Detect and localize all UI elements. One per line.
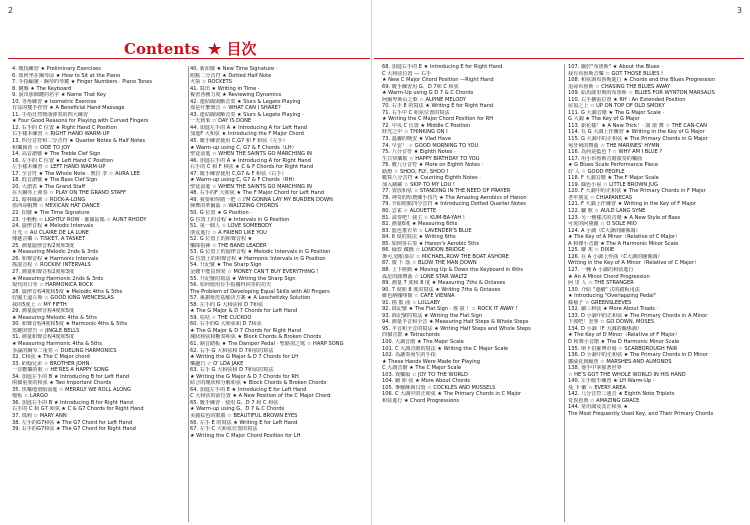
toc-entry: 50. G 位置 ★ G Position · <box>190 210 252 217</box>
toc-entry: 阿爾卑斯山之歌 ☆ ALPINE MELODY <box>382 96 467 103</box>
toc-entry: 26. 和聲音程 ★ Harmonic Intervals <box>12 255 99 262</box>
toc-entry: ★ Measuring Harmonic 4ths & 5ths <box>12 340 102 347</box>
toc-entry: 36. 加進右手的 B ★ Introducing B for Right Hand <box>12 399 133 406</box>
toc-entry: 71. 右手中 C 和弦位置的寫法 <box>382 109 450 116</box>
toc-entry: 左手樣本練習 ☆ LEFT HAND WARM-UP <box>12 164 106 171</box>
toc-entry: 64. 加進左手的 E ★ Introducing E for Left Hand <box>190 386 307 393</box>
toc-entry: 40. 新拍號 ★ New Time Signature · <box>190 66 278 72</box>
toc-entry: 13. 四分音符和二分音符 ★ Quarter Notes & Half Notes <box>12 138 146 145</box>
toc-entry: 塊狀和弦和斷奏和弦 ★ Block Chords & Broken Chords <box>190 334 322 341</box>
toc-entry: 維也納咖啡館 ☆ CAFÉ VIENNA <box>382 293 455 300</box>
toc-entry: 在大鋼琴上彈奏 ☆ PLAY ON THE GRAND STAFF <box>12 190 126 197</box>
toc-entry: 可愛的阿黛麗 ☆ O SOLE MIO <box>568 221 637 228</box>
toc-entry: 61. 制音踏板 ★ The Damper Pedal · 聖路加之歌 ☆ HARP SONG <box>190 340 344 347</box>
toc-entry: G 位置上的音程 ★ Intervals in G Position <box>190 216 290 223</box>
toc-entry: 70. 右手 E 的寫法 ★ Writing E for Right Hand <box>382 103 494 110</box>
toc-entry: Writing in the Key of A Minor（Relative of C Major） <box>568 260 699 267</box>
toc-entry: 108. 和弦與布魯斯進行 ★ Chords and the Blues Progression <box>568 77 716 84</box>
toc-entry: 104. 續 和 弦 ★ More About Chords <box>382 378 471 385</box>
toc-entry: 103. 欢樂頌 ☆ JOY TO THE WORLD <box>382 371 468 378</box>
toc-entry: ★ Warm-up using C, G7 & F Chords（RH） <box>190 177 298 184</box>
title-english: Contents <box>124 40 200 58</box>
toc-entry: 黑鍵的警告 ☆ JINGLE BELLS <box>12 327 80 334</box>
toc-entry: 89. 測量 7 度和 8 度 ★ Measuring 7ths & Octaves <box>382 280 506 287</box>
toc-entry: 133. D 小調中的正和弦 ★ The Primary Chords in A Minor <box>568 312 708 319</box>
toc-entry: 62. 右手 G 大和弦和 D 7和弦的寫法 <box>190 347 274 354</box>
toc-entry: 四個音群 ★ Tetrachords <box>382 332 440 339</box>
toc-entry: 34. 加進左手的 B ★ Introducing B for Left Hand <box>12 373 130 380</box>
toc-entry: 月光 ☆ AU CLAIRE DE LA LUNE <box>12 229 89 236</box>
toc-entry: 94. 測量半音和全音 ★ Measuring Half Steps & Whole Steps <box>382 319 529 326</box>
column-divider-right <box>564 64 565 522</box>
toc-entry: ★ Warm-up using G、D 7 & C Chords <box>190 406 285 413</box>
toc-entry: 聖徒前進 ☆ WHEN THE SAINTS GO MARCHING IN <box>190 183 312 190</box>
toc-entry: 116. 為何是藍色 ? ☆ WHY AM I BLUE ? <box>568 149 663 156</box>
left-page <box>0 0 372 525</box>
toc-entry: 爭論的鋼琴二重奏 ☆ DUELING HARMONICS <box>12 347 117 354</box>
toc-entry: 12. 右手的 C 位置 ★ Right Hand C Position <box>12 124 117 131</box>
toc-entry: 72. 中央 C 位置 ★ Middle C Position <box>382 122 471 129</box>
toc-entry: 93. 降記號的寫法 ★ Writing the Flat Sign <box>382 312 483 319</box>
toc-entry: 22. 拍號 ★ The Time Signature <box>12 210 90 217</box>
toc-entry: 73. 溫馨的晚安 ★ Vlad Have <box>382 136 451 143</box>
toc-entry: 42. 連結線與斷音奏 ★ Slurs & Legato Playing <box>190 98 301 105</box>
toc-entry: 6. 如何坐在鋼琴前 ★ How to Sit at the Piano <box>12 72 121 79</box>
toc-entry: 38. 左手的G7和弦 ★ The G7 Chord for Left Hand <box>12 419 133 426</box>
toc-entry: ★ The Key of A Minor（Relative of C Major） <box>568 234 681 241</box>
toc-entry: 126. 在 A 小調上作曲（C大調的關係調） <box>568 253 663 260</box>
toc-entry: 110. 右手擴張位置 ★ RH : An Extended Position <box>568 96 686 103</box>
toc-entry: 118. F 大調音階 ★ The F Major Scale <box>568 175 659 182</box>
left-page-number: 2 <box>8 6 14 15</box>
toc-entry: 路燈 ☆ SHOO, FLY, SHOO ! <box>382 168 449 175</box>
toc-entry: ★ An A Minor Chord Progression <box>568 273 650 280</box>
toc-entry: 79. 介紹附點四分音符 ★ Introducing Dotted Quarter Notes <box>382 201 526 208</box>
toc-entry: 附點二分音符 ★ Dotted Half Note <box>190 72 272 79</box>
right-page <box>374 0 750 525</box>
toc-entry: 21. 暗林綠調 ☆ ROCK-A-LONG <box>12 196 86 203</box>
toc-entry: 慢板 ☆ LARGO <box>12 393 48 400</box>
toc-entry: 複習各種力度 ★ Reviewing Dynamics <box>190 92 282 99</box>
toc-entry: 92. 降記號 ★ The Flat Sign · 搖 滾 ！☆ ROCK IT AWAY ! <box>382 306 518 313</box>
toc-entry: 80. 雲雀 ☆ ALOUETTE <box>382 208 437 215</box>
toc-entry: 63. 右手 G 大和弦和 D 7和弦的寫法 <box>190 367 274 374</box>
toc-entry: 78. 神奇的哈農練手技巧 ★ The Amazing Aerobics of Hanon <box>382 194 527 201</box>
toc-entry: 9. 說出那個鍵的名字 ★ Name That Key <box>12 92 106 99</box>
toc-entry: ★ Measuring Harmonic 2nds & 3rds <box>12 275 104 282</box>
toc-entry: 111. G 大調音階 ★ The G Major Scale · <box>568 109 665 116</box>
toc-entry: ★ Writing the G Major & D 7 Chords for RH <box>190 373 299 380</box>
toc-entry: 4. 暖指練習 ★ Preliminary Exercises <box>12 66 101 72</box>
toc-entry: 56. 如何使用有手指獨得同等的功夫 <box>190 282 272 289</box>
toc-entry: 132. 續三和弦 ★ More About Triads · <box>568 306 659 313</box>
toc-entry: 右手的 C 和 F 和弦 ★ C & F Chords for Right Hand <box>190 164 314 171</box>
toc-entry: 83. 藍色董衣草 ☆ LAVENDER'S BLUE <box>382 227 472 234</box>
toc-entry: 41. 寫出 ★ Writing in Time · <box>190 85 260 92</box>
toc-entry: 82. 測量6度 ★ Measuring 6ths <box>382 221 458 228</box>
toc-column-1 <box>12 66 188 433</box>
toc-entry: 37. 瑪莉 ☆ MARY ANN <box>12 412 67 419</box>
toc-entry: 52. G 位置上的和聲音程 ★ <box>190 236 253 243</box>
toc-entry: 28. 旋律音程4度和5度 ★ Melodic 4ths & 5ths <box>12 288 123 295</box>
toc-entry: 加入跳躍 ☆ SKIP TO MY LOU ! <box>382 181 455 188</box>
toc-entry: 76. 數八分音符 ★ More on Eighth Notes · <box>382 162 484 169</box>
toc-entry: 墨西哥帽舞 ☆ MEXICAN HAT DANCE <box>12 203 100 210</box>
toc-entry: 46. 加進右手的 A ★ Introducing A for Right Hand <box>190 157 311 164</box>
toc-entry: 老年朋友 ☆ CHIAPANECAS <box>568 194 633 201</box>
toc-entry: 聖徒前進 ☆ WHEN THE SAINTS GO MARCHING IN <box>190 151 312 158</box>
toc-entry: 時光之中 ☆ THINKING ON I <box>382 129 448 136</box>
toc-entry: 32. C和弦 ★ The C Major chord <box>12 354 90 361</box>
toc-entry: 130. 介紹 "連續" 式的踏板用法 <box>568 286 640 293</box>
toc-entry: 和樂與者 ☆ ODE TO JOY <box>12 144 71 151</box>
title-chinese: 目次 <box>226 40 257 58</box>
toc-entry: 43. 連結線與斷音奏 ★ Slurs & Legato Playing · <box>190 111 304 118</box>
toc-entry: ★ Warm-Up using G D 7 & C Chords <box>382 90 474 97</box>
toc-entry: C 大和弦的前位置 ★ A New Position of the C Major Chord <box>190 393 331 400</box>
toc-entry: 91. 搖 籃 曲 ☆ LULLABY <box>382 299 440 306</box>
toc-entry: 8. 鍵盤 ★ The Keyboard <box>12 85 72 92</box>
toc-entry: 那是什麼聲音 ☆ WHAT CAN I SHARE? <box>190 105 281 112</box>
toc-entry: 121. F 大調上作練習 ★ Writing in the Key of F Major <box>568 201 697 208</box>
toc-entry: 好國王溫左斯 ☆ GOOD KING WENCESLAS <box>12 295 114 302</box>
toc-entry: 11. 手指自然彎曲彈奏的四大練習 <box>12 111 88 118</box>
toc-entry: 114. 在 G 大調上作練習 ★ Writing in the Key of G Major <box>568 129 705 136</box>
toc-entry: ★ The Key of D Minor（Relative of F Major） <box>568 332 681 339</box>
toc-entry: A 和聲小音階 ★ The A Harmonic Minor Scale <box>568 240 679 247</box>
toc-entry: ★ Writing the C Major Chord Position for RH <box>382 116 494 123</box>
toc-entry: D 和聲小音階 ★ The D Harmonic Minor Scale <box>568 338 680 345</box>
toc-entry: ★ Warm-up using C, G7 & F Chords（LH） <box>190 144 297 151</box>
toc-entry: 追尋布魯斯 ☆ CHASING THE BLUES AWAY <box>568 83 671 90</box>
toc-entry: 匈牙利的舞曲 ☆ THE MARINES' HYMN <box>568 142 660 149</box>
toc-entry: 39. 右手的G7和弦 ★ The G7 Chord for Right Hand <box>12 426 136 433</box>
toc-entry: ★ The G Major & D 7 Chords for Left Hand <box>190 308 298 315</box>
toc-entry: 144. 常用調及其正和弦 ★ <box>568 404 628 411</box>
toc-column-3 <box>382 64 564 404</box>
toc-entry: 90. 7 度和 8 度的寫法 ★ Writing 7ths & Octaves <box>382 286 501 293</box>
toc-entry: ★ Writing the G Major & D 7 Chords for LH <box>190 354 298 361</box>
toc-entry: 95. 半音和全音的寫法 ★ Writing Half Steps and Whole Steps <box>382 325 531 332</box>
toc-entry: ★ These Hands Were Made for Playing <box>382 358 480 365</box>
toc-entry: 54. 升記號 ★ The Sharp Sign <box>190 262 262 269</box>
toc-entry: ★ New C Major Chord Position —Right Hand <box>382 77 494 84</box>
toc-entry: 14. 高音譜號 ★ The Treble Clef Sign <box>12 151 101 158</box>
toc-entry: 金錢不能買到愛 ☆ MONEY CAN'T BUY EVERYTHING ! <box>190 268 319 275</box>
toc-entry: 麥可,划船靠岸 ☆ MICHAEL,ROW THE BOAT ASHORE <box>382 253 509 260</box>
toc-entry: 127. 一種 A 小調的和弦進行 <box>568 266 634 273</box>
toc-entry: 17. 全音符 ★ The Whole Note · 奧拉 李 ☆ AURA LEE <box>12 170 140 177</box>
toc-entry: 挪威花與鯨魚 ☆ MARSHES AND ALMONDS <box>568 358 672 365</box>
toc-entry: ★ G Blues Scale Performance Piece <box>568 162 658 169</box>
toc-entry: 117. 用小布魯斯音階演奏的樂曲 <box>568 155 643 162</box>
toc-entry: 生日快樂歌 ☆ HAPPY BIRTHDAY TO YOU <box>382 155 480 162</box>
toc-entry: G 位置上的和聲音程 ★ Harmonic Intervals in G Position <box>190 255 326 262</box>
toc-entry: ★ The G Major & D 7 Chords for Right Hand <box>190 327 302 334</box>
toc-entry: 55. 升記號的寫法 ★ Writing the Sharp Sign <box>190 275 296 282</box>
toc-entry: 77. 置放和弦 ☆ STANDING IN THE NEED OF PRAYER <box>382 188 511 195</box>
toc-entry: ★ Measuring Melodic 2nds & 3rds <box>12 249 99 256</box>
toc-entry: 24. 旋律音程 ★ Melodic Intervals <box>12 223 94 230</box>
toc-entry: 右手樣本練習 ☆ RIGHT HAND WARM-UP <box>12 131 110 138</box>
toc-entry: 右手的 C 和 G7 和弦 ★ C & G7 Chords for Right Hand <box>12 406 144 413</box>
toc-entry: C 大調音階 ★ The C Major Scale <box>382 365 462 372</box>
toc-entry: 119. 綠色小屋 ☆ LITTLE BROWN JUG <box>568 181 658 188</box>
toc-entry: 48. 右手的F 大和弦 ★ The F Major Chord for Left Hand <box>190 190 325 197</box>
toc-entry: 122. 驪 歌 ☆ AULD LANG SYNE <box>568 208 646 215</box>
toc-entry: ☆ HE'S GOT THE WHOLE WORLD IN HIS HAND <box>568 371 686 378</box>
toc-entry: 65. 暖手練習 · 使用 G、D 7 和 C 和弦 <box>190 399 279 406</box>
toc-entry: 74. 早安！ ☆ GOOD MORNING TO YOU <box>382 142 479 149</box>
toc-entry: 124. A 小調（C大調的關係調） <box>568 227 641 234</box>
toc-entry: 67. 左手 C 大和弦位置的寫法 <box>190 426 258 433</box>
toc-entry: 我有布魯斯音樂 ☆ GOT THOSE BLUES ! <box>568 70 664 77</box>
toc-entry: ★ Writing the C Major Chord Position for LH <box>190 432 301 439</box>
toc-entry: 106. C 大調中的正和弦 ★ The Primary Chords in C Major <box>382 391 521 398</box>
toc-entry: 107. 關於"布魯斯" ★ About the Blues · <box>568 64 663 70</box>
toc-entry: 和弦進行 ★ Chord Progressions <box>382 397 460 404</box>
toc-entry: 27. 測量和聲音程2度和3度 <box>12 268 75 275</box>
toc-entry: 123. 另一種樣式的音階 ★ A New Style of Bass <box>568 214 681 221</box>
toc-entry: 曼 卡 嫩 ☆ EVERY AREA <box>568 384 626 391</box>
toc-entry: 138. 他手中掌握著世界 <box>568 365 622 372</box>
toc-entry: 115. G 大調中的正和弦 ★ The Primary Chords in G Major <box>568 136 708 143</box>
toc-entry: 16. 左手的 C 位置 ★ Left Hand C Position <box>12 157 114 164</box>
toc-entry: 140. 左手暖手練習 ★ LH Warm-Up · <box>568 378 655 385</box>
toc-entry: 135. 斯卡伯羅博市場 ☆ SCARBOROUGH FAIR <box>568 345 678 352</box>
toc-entry: 一天到來 ☆ DAY IS DONE <box>190 118 252 125</box>
toc-entry: G 大調 ★ The Key of G Major <box>568 116 640 123</box>
right-page-number: 3 <box>736 6 742 15</box>
toc-entry: 58. 左手的 G 大和弦和 D 7和弦 <box>190 301 264 308</box>
toc-entry: 102. 為讓奏而生的手指 <box>382 352 436 359</box>
toc-entry: 68. 加進右手的 E ★ Introducing E for Right Hand <box>382 64 503 70</box>
star-icon: ★ <box>207 40 222 58</box>
toc-entry: 結合的塊狀和分解和弦 ★ Block Chords & Broken Chords <box>190 380 327 387</box>
title-rule-right <box>374 58 744 59</box>
toc-entry: The Most Frequently Used Key, and Their Primary Chords <box>568 410 714 417</box>
toc-entry: 朋友進行 ☆ A FRIEND LIKE YOU <box>190 229 267 236</box>
toc-entry: 84. 6 度的寫法 ★ Writing 6ths <box>382 234 456 241</box>
toc-entry: 20. 大譜表 ★ The Grand Staff <box>12 183 86 190</box>
toc-entry: 53. G 位置上的旋律音程 ★ Melodic Intervals in G Position <box>190 249 331 256</box>
toc-entry: 45. 暖手練習使用 C,G7 和 F 和弦（左手） <box>190 138 288 145</box>
toc-entry: 125. 聯 邦 ☆ DIXIE <box>568 247 615 254</box>
toc-entry: 134. D 小調（F 大調的關係調） <box>568 325 642 332</box>
toc-entry: 現代的口琴 ☆ HARMONICA ROCK <box>12 282 93 289</box>
toc-entry: 69. 暖手練習用 G、D 7和 C 和弦 <box>382 83 459 90</box>
column-divider <box>188 66 189 522</box>
toc-entry: 60. 右手的G 大和弦和 D 7和弦 <box>190 321 262 328</box>
toc-entry: 100. 大調音階 ★ The Major Scale <box>382 338 464 345</box>
toc-entry: 66. 左手 E 的寫法 ★ Writing E for Left Hand <box>190 419 298 426</box>
toc-entry: 30. 和聲音程4度和5度 ★ Harmonic 4ths & 5ths <box>12 321 128 328</box>
toc-column-4 <box>568 64 746 418</box>
toc-entry: 31. 測量和聲音程4度和5度 <box>12 334 75 341</box>
toc-entry: 49. 我要和你賭一把 ☆ I'M GONNA LAY MY BURDEN DOWN <box>190 196 333 203</box>
toc-entry: 51. 第一個人 ☆ LOVE SOMEBODY <box>190 223 272 230</box>
toc-entry: 火箭 ☆ ROCKETS <box>190 79 233 86</box>
toc-entry: 兩個重要的和弦 ★ Two Important Chords <box>12 380 112 387</box>
toc-entry: 101. C 大調音階的寫法 ★ Writing the C Major Scale <box>382 345 509 352</box>
toc-entry: 81. 請奏吧！我主 ☆ KUM-BA-YAH ! <box>382 214 465 221</box>
toc-entry: 59. 咕咕 ☆ THE CUCKOO <box>190 314 252 321</box>
toc-entry: 18. 低音譜號 ★ The Bass Clef Sign <box>12 177 98 184</box>
toc-entry: 113. 新花樣！★ A New Trick！· 康 康 舞 ☆ THE CAN-CAN <box>568 122 707 129</box>
toc-entry: 好 人 ☆ GOOD PEOPLE <box>568 168 625 175</box>
toc-entry: 10. 等角練習 ★ Isometric Exercise <box>12 98 97 105</box>
toc-entry: 35. 快樂地划船前進 ☆ MERRILY WE ROLL ALONG <box>12 386 131 393</box>
toc-entry: ★ Measuring Melodic 4ths & 5ths <box>12 314 97 321</box>
toc-entry: 一首歡樂的歌 ☆ HE'RES A HAPPY SONG <box>12 367 109 374</box>
toc-entry: 7. 手指編號 · 鋼琴的琴鍵 ★ Finger Numbers · Piano Tones <box>12 79 153 86</box>
toc-entry: 85. 如倒奏右奏 ★ Hanon's Aerobic 5ths <box>382 240 480 247</box>
toc-entry: 揮舞的華爾茲 ☆ WALTZING CHORDS <box>190 203 279 210</box>
toc-entry: 87. 微 下 落 ☆ BLOW THE MAN DOWN <box>382 260 477 267</box>
toc-entry: 120. F 大調中的正和弦 ★ The Primary Chords in F Major <box>568 188 706 195</box>
toc-entry: 142. 八分音符三連音 ★ Eighth Note Triplets <box>568 391 675 398</box>
contents-title <box>124 38 257 59</box>
toc-entry: 105. 麥咖酥與貝殼 ☆ COCKLES AND MUSSELS <box>382 384 496 391</box>
toc-entry: 加進F 大和弦 ★ Introducing the F Major Chord <box>190 131 304 138</box>
toc-entry: 傳遞音樂 ☆ TISKET, A TASKET <box>12 236 86 243</box>
toc-entry: 88. 上下移動 ★ Moving Up & Down the Keyboard in 6ths <box>382 266 524 273</box>
toc-entry: 44. 加進左手的 A ★ Introducing A for Left Hand <box>190 124 308 131</box>
toc-entry: 下坡吧！奎寧 ☆ GO DOWN, MOSES <box>568 319 655 326</box>
toc-entry: 阿 里 人 ☆ THE STRANGER <box>568 280 634 287</box>
toc-entry: 孤星的圓舞曲 ☆ LONE STAR WALTZ <box>382 273 468 280</box>
toc-entry: 數算八分音符 ★ Counting Eighth Notes · <box>382 175 481 182</box>
toc-entry: 25. 測量旋律音程2度和3度 <box>12 242 75 249</box>
toc-entry: 109. 給馬薩里斯的布魯斯 ☆ BLUES FOR WYNTON MARSALIS <box>568 90 715 97</box>
toc-entry: 奇異恩典 ☆ AMAZING GRACE <box>568 397 640 404</box>
toc-entry: 樂趣日 ☆ O' LDA JAKE <box>190 360 244 367</box>
toc-entry: 86. 倫敦 鐵橋 ☆ LONDON BRIDGE · <box>382 247 469 254</box>
toc-entry: 美麗棕色的眼睛 ☆ BEAUTIFUL BROWN EYES <box>190 412 298 419</box>
title-rule <box>8 58 370 59</box>
toc-entry: 23. 小輕輕 ☆ LIGHTLY ROW · 羅羅姑媽 ☆ AUNT RHODY <box>12 216 147 223</box>
toc-entry: 有益的雙手控習 ★ A Beneficial Hand Massage <box>12 105 125 112</box>
toc-entry: 我的5度上 ☆ MY FIFTH <box>12 301 67 308</box>
toc-entry: 136. D 小調中的正和弦 ★ The Primary Chords in D Minor <box>568 352 708 359</box>
toc-entry: ★ Introducing "Overlapping Pedal" <box>568 293 657 300</box>
toc-entry: 33. 約翰兄弟 ☆ BROTHER JOHN · <box>12 360 93 367</box>
toc-entry: 47. 暖手練習使用 C,G7 & F 和弦（右手） <box>190 170 287 177</box>
toc-entry: ★ Four Good Reasons for Playing with Curved Fingers <box>12 118 149 125</box>
toc-entry: 屋頂之上 ☆ UP ON TOP OF OLD SMOKY <box>568 103 665 110</box>
toc-entry: 樂隊指揮 ☆ THE BAND LEADER <box>190 242 267 249</box>
toc-entry: 搖滾音程 ☆ ROCKIN' INTERVALS <box>12 262 91 269</box>
toc-entry: C 大和弦位置 — 右手 <box>382 70 432 77</box>
toc-entry: 綠袖子 ☆ GREENSLEEVES <box>568 299 632 306</box>
toc-entry: 75. 八分音符 ★ Eighth Notes · <box>382 149 456 156</box>
toc-entry: 29. 測量旋律音程4度和5度 <box>12 308 75 315</box>
toc-column-2 <box>190 66 370 439</box>
toc-entry: 57. 萊謝蒂茨基解決方案 ★ A Leschetizky Solution <box>190 295 311 302</box>
toc-entry: The Problem of Developing Equal Skills with All Fingers <box>190 288 330 295</box>
